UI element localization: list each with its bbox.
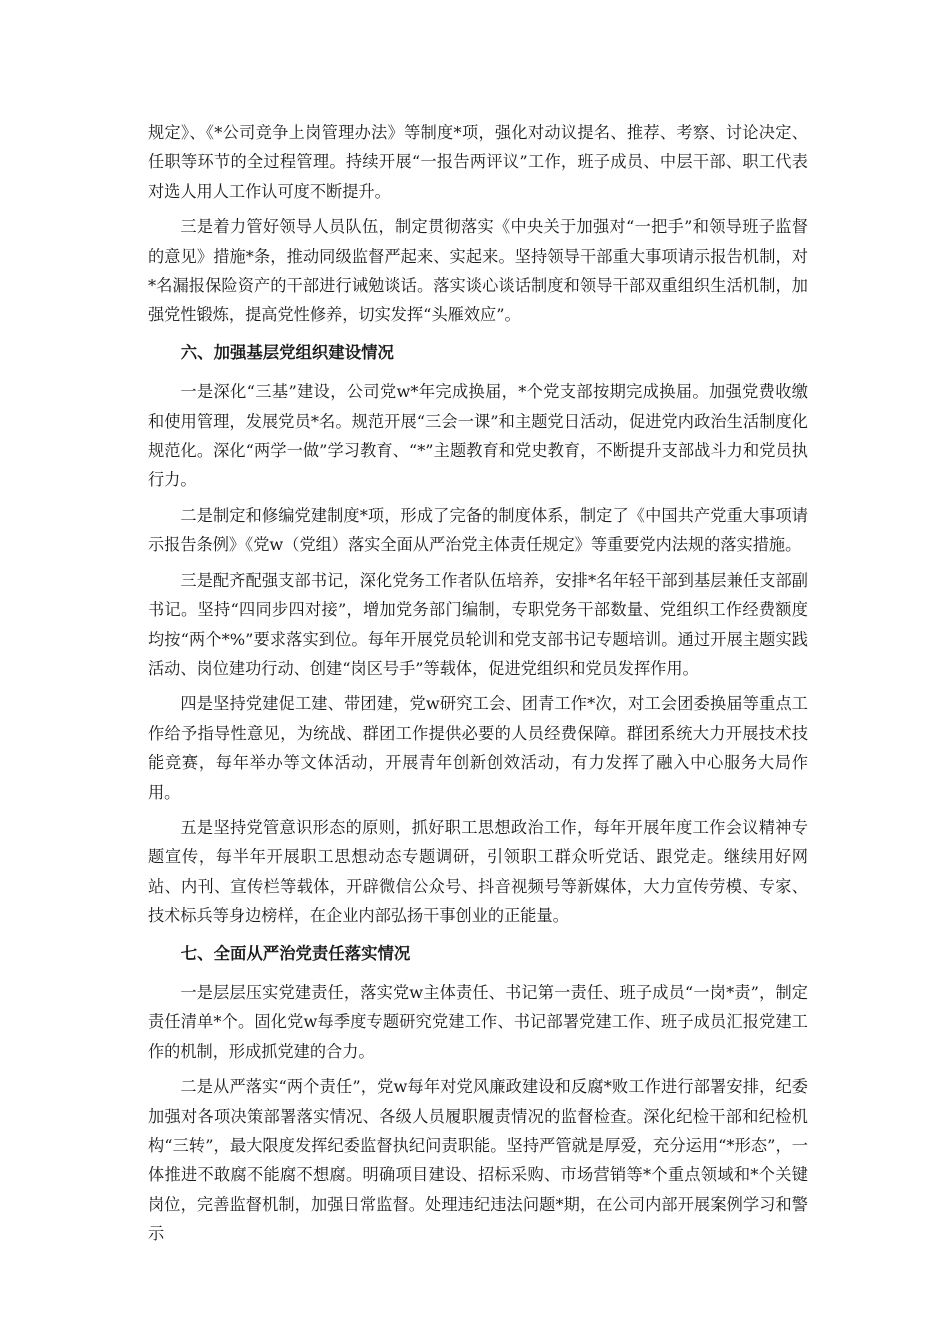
paragraph-6-3: 三是配齐配强支部书记，深化党务工作者队伍培养，安排*名年轻干部到基层兼任支部副书记。坚持“四同步四对接”，增加党务部门编制，专职党务干部数量、党组织工作经费额度均按“两个*%”要求落实到位。每年开展党员轮训和党支部书记专题培训。通过开展主题实践活动、岗位建功行动、创建“岗区号手”等载体，促进党组织和党员发挥作用。 xyxy=(148,570,808,678)
paragraph-6-2: 二是制定和修编党建制度*项，形成了完备的制度体系，制定了《中国共产党重大事项请示报告条例》《党w（党组）落实全面从严治党主体责任规定》等重要党内法规的落实措施。 xyxy=(148,505,808,555)
paragraph-leadership-team: 三是着力管好领导人员队伍，制定贯彻落实《中央关于加强对“一把手”和领导班子监督的意见》措施*条，推动同级监督严起来、实起来。坚持领导干部重大事项请示报告机制，对*名漏报保险资产的干部进行诫勉谈话。落实谈心谈话制度和领导干部双重组织生活机制，加强党性锻炼，提高党性修养，切实发挥“头雁效应”。 xyxy=(148,217,808,325)
paragraph-6-4: 四是坚持党建促工建、带团建，党w研究工会、团青工作*次，对工会团委换届等重点工作给予指导性意见，为统战、群团工作提供必要的人员经费保障。群团系统大力开展技术技能竞赛，每年举办等文体活动，开展青年创新创效活动，有力发挥了融入中心服务大局作用。 xyxy=(148,694,808,802)
paragraph-continuation: 规定》、《*公司竞争上岗管理办法》等制度*项，强化对动议提名、推荐、考察、讨论决定、任职等环节的全过程管理。持续开展“一报告两评议”工作，班子成员、中层干部、职工代表对选人用人工作认可度不断提升。 xyxy=(148,123,808,201)
paragraph-7-1: 一是层层压实党建责任，落实党w主体责任、书记第一责任、班子成员“一岗*责”，制定责任清单*个。固化党w每季度专题研究党建工作、书记部署党建工作、班子成员汇报党建工作的机制，形成抓党建的合力。 xyxy=(148,982,808,1061)
section-heading-7: 七、全面从严治党责任落实情况 xyxy=(180,943,411,963)
section-heading-6: 六、加强基层党组织建设情况 xyxy=(180,342,394,362)
paragraph-7-2: 二是从严落实“两个责任”，党w每年对党风廉政建设和反腐*败工作进行部署安排，纪委加强对各项决策部署落实情况、各级人员履职履责情况的监督检查。深化纪检干部和纪检机构“三转”，最大限度发挥纪委监督执纪问责职能。坚持严管就是厚爱，充分运用“*形态”，一体推进不敢腐不能腐不想腐。明确项目建设、招标采购、市场营销等*个重点领域和*个关键岗位，完善监督机制，加强日常监督。处理违纪违法问题*期，在公司内部开展案例学习和警示 xyxy=(148,1077,808,1244)
paragraph-6-1: 一是深化“三基”建设，公司党w*年完成换届，*个党支部按期完成换届。加强党费收缴和使用管理，发展党员*名。规范开展“三会一课”和主题党日活动，促进党内政治生活制度化规范化。深化“两学一做”学习教育、“*”主题教育和党史教育，不断提升支部战斗力和党员执行力。 xyxy=(148,382,808,490)
document-page xyxy=(148,118,808,1255)
paragraph-6-5: 五是坚持党管意识形态的原则，抓好职工思想政治工作，每年开展年度工作会议精神专题宣传，每半年开展职工思想动态专题调研，引领职工群众听党话、跟党走。继续用好网站、内刊、宣传栏等载体，开辟微信公众号、抖音视频号等新媒体，大力宣传劳模、专家、技术标兵等身边榜样，在企业内部弘扬干事创业的正能量。 xyxy=(148,817,808,926)
